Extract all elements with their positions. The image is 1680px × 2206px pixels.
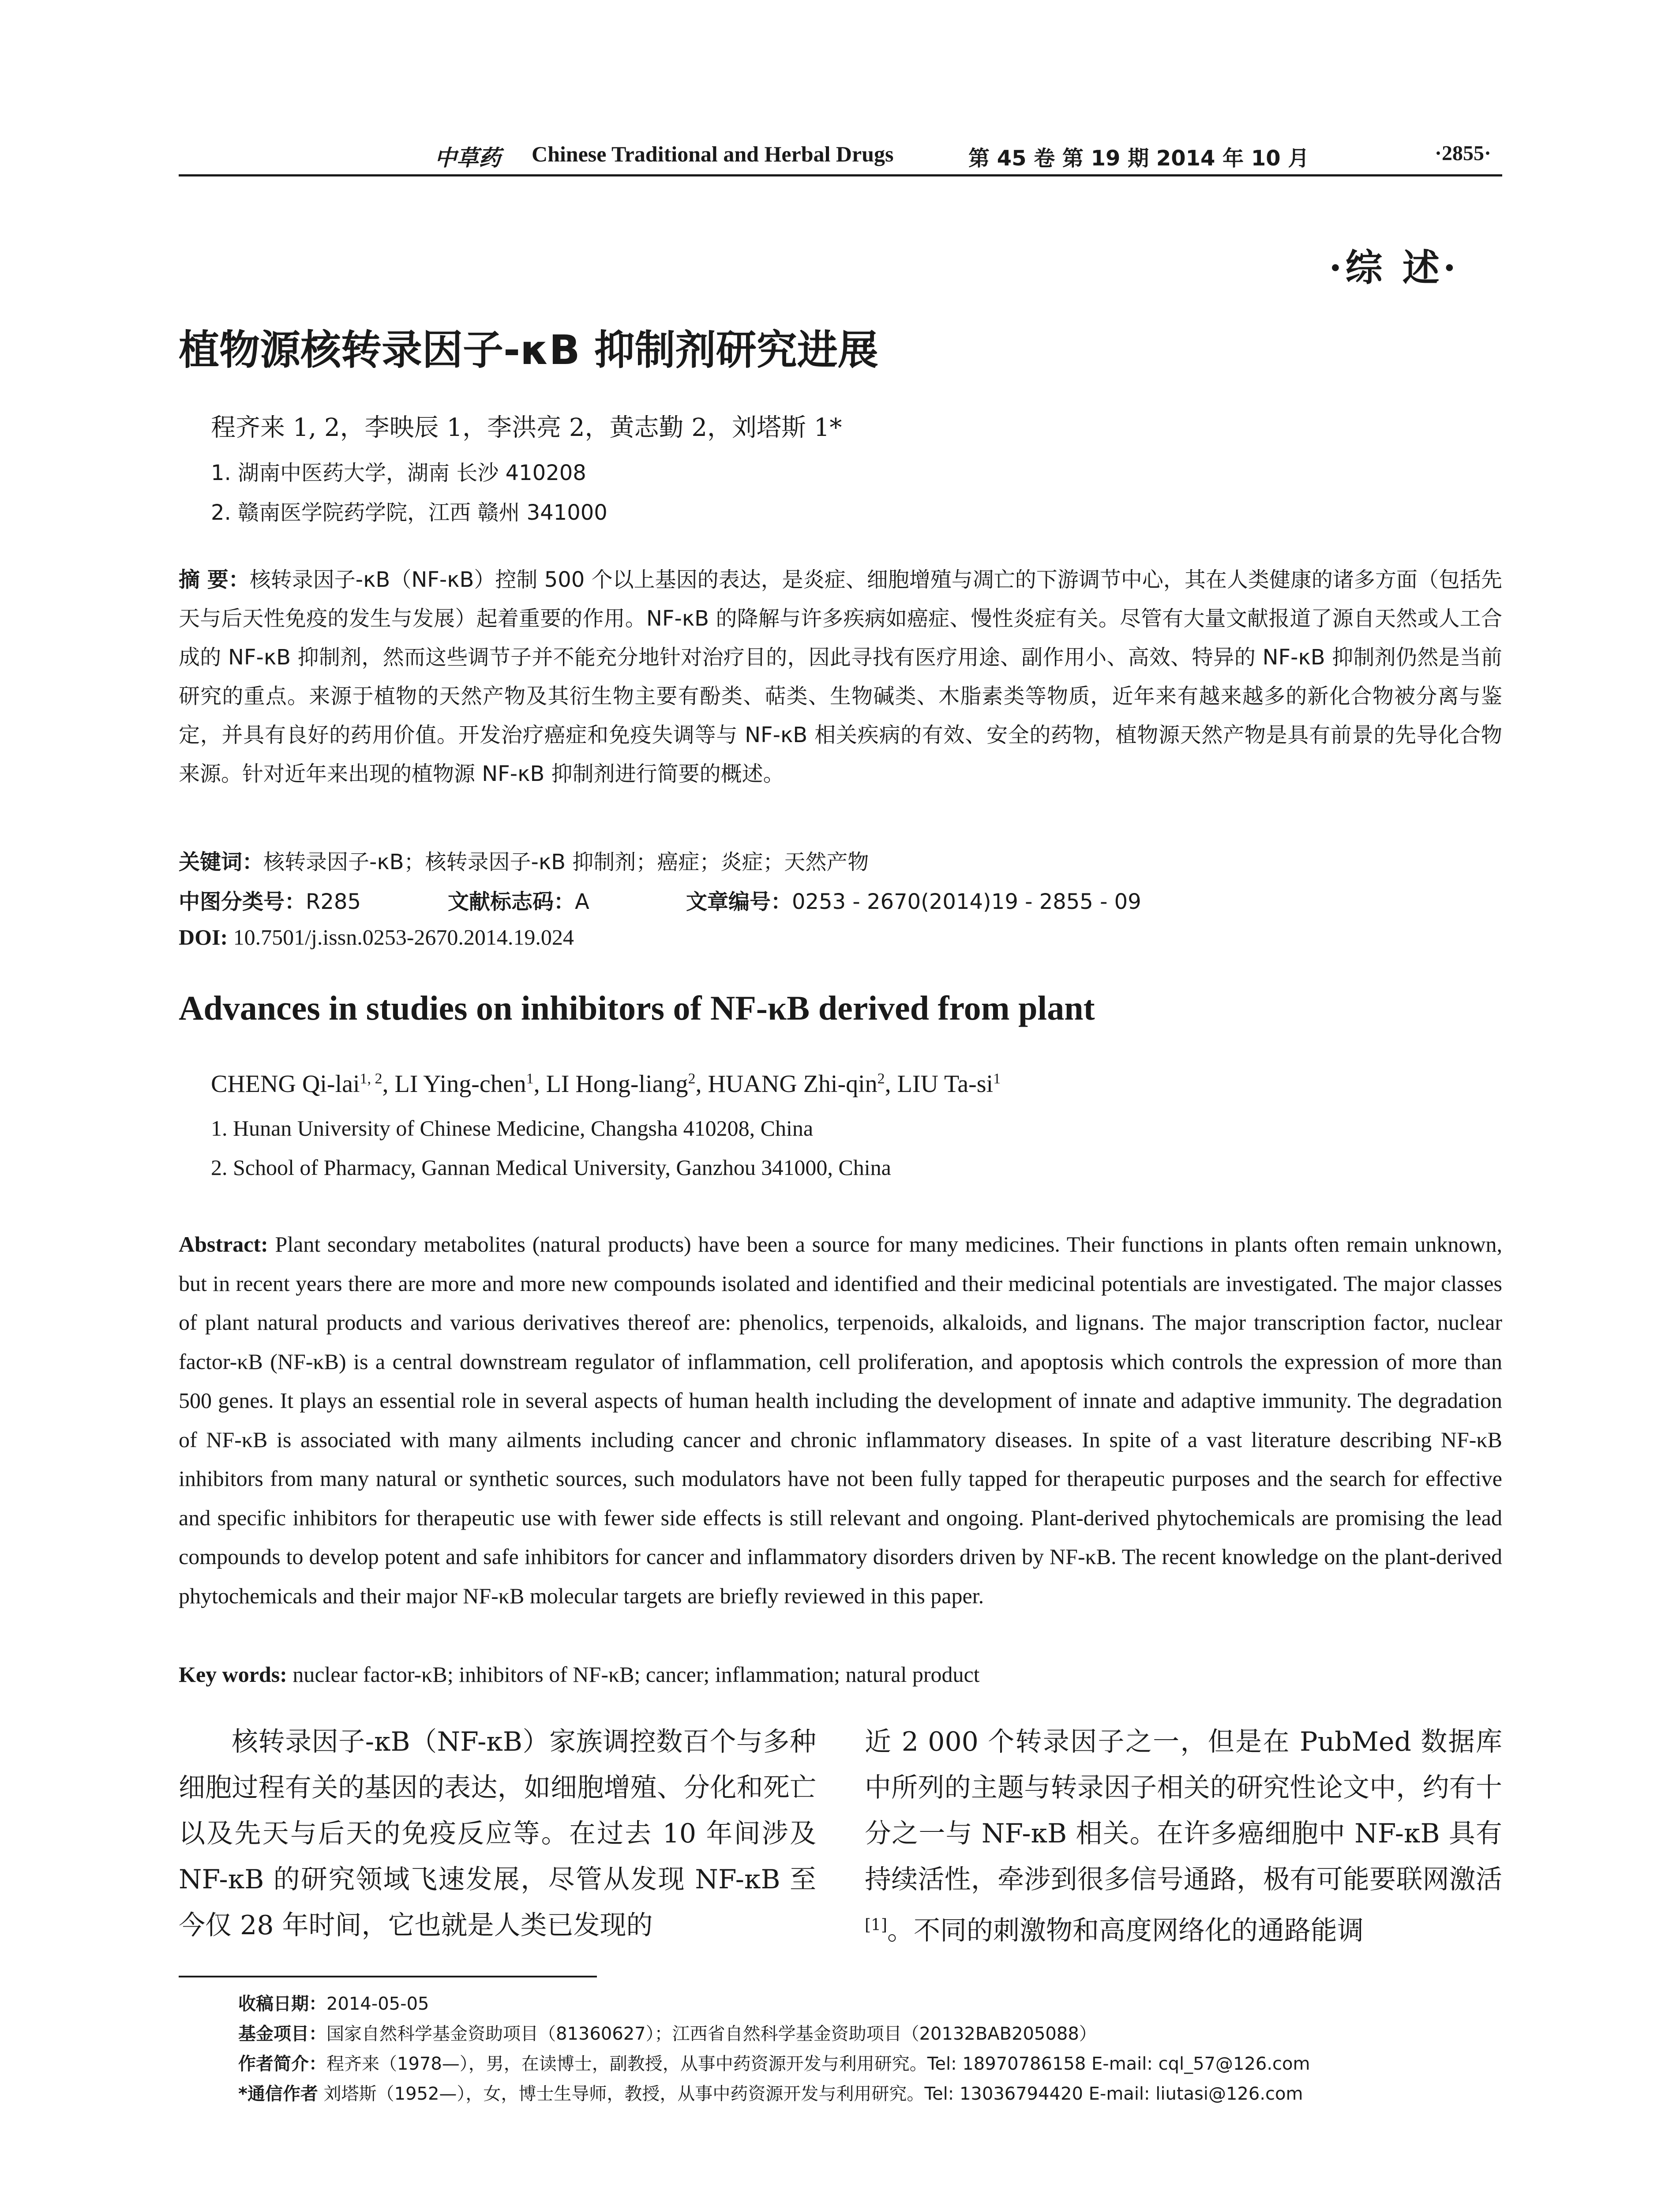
- abstract-en: [179, 1225, 1502, 1615]
- footnote-corresponding: *通信作者 刘塔斯（1952—），女，博士生导师，教授，从事中药资源开发与利用研究。Tel: 13036794420 E-mail: liutasi@126.com: [238, 2084, 1303, 2104]
- author-affil-sup: 2: [877, 1070, 885, 1087]
- page-number: ·2855·: [1434, 142, 1491, 165]
- header-rule: [179, 174, 1502, 176]
- abstract-cn-label: 摘 要：: [179, 567, 250, 592]
- authors-cn: 程齐来 1, 2，李映辰 1，李洪亮 2，黄志勤 2，刘塔斯 1*: [211, 413, 842, 442]
- author-en: LI Hong-liang: [546, 1070, 688, 1098]
- author-affil-sup: 2: [688, 1070, 696, 1087]
- body-right-text: 近 2 000 个转录因子之一，但是在 PubMed 数据库中所列的主题与转录因子相关的研究性论文中，约有十分之一与 NF-κB 相关。在许多癌细胞中 NF-κB 具有持续活性，牵涉到很多信号通路，极有可能要联网激活: [865, 1726, 1502, 1895]
- affiliation-cn-1: 1. 湖南中医药大学，湖南 长沙 410208: [211, 461, 586, 485]
- doc-code-value: A: [575, 889, 589, 914]
- author-en: CHENG Qi-lai: [211, 1070, 360, 1098]
- keywords-cn: [179, 845, 869, 875]
- article-title-en: Advances in studies on inhibitors of NF-κB derived from plant: [179, 989, 1095, 1027]
- abstract-cn-text: 核转录因子-κB（NF-κB）控制 500 个以上基因的表达，是炎症、细胞增殖与凋亡的下游调节中心，其在人类健康的诸多方面（包括先天与后天性免疫的发生与发展）起着重要的作用。NF-κB 的降解与许多疾病如癌症、慢性炎症有关。尽管有大量文献报道了源自天然或人工合成的 NF-κB 抑制剂，然而这些调节子并不能充分地针对治疗目的，因此寻找有医疗用途、副作用小、高效、特异的 NF-κB 抑制剂仍然是当前研究的重点。来源于植物的天然产物及其衍生物主要有酚类、萜类、生物碱类、木脂素类等物质，近年来有越来越多的新化合物被分离与鉴定，并具有良好的药用价值。开发治疗癌症和免疫失调等与 NF-κB 相关疾病的有效、安全的药物，植物源天然产物是具有前景的先导化合物来源。针对近年来出现的植物源 NF-κB 抑制剂进行简要的概述。: [179, 567, 1502, 786]
- author-en: HUANG Zhi-qin: [708, 1070, 878, 1098]
- doi-label: DOI:: [179, 925, 228, 949]
- classification-line: [179, 885, 1502, 915]
- journal-name-en: Chinese Traditional and Herbal Drugs: [532, 142, 894, 166]
- author-affil-sup: 1, 2: [360, 1070, 382, 1087]
- doi-value[interactable]: 10.7501/j.issn.0253-2670.2014.19.024: [233, 925, 574, 949]
- affiliation-cn-2: 2. 赣南医学院药学院，江西 赣州 341000: [211, 500, 608, 525]
- keywords-cn-label: 关键词：: [179, 850, 264, 874]
- body-column-right: [865, 1719, 1502, 1954]
- clc-label: 中图分类号：: [179, 889, 306, 914]
- article-no-label: 文章编号：: [686, 889, 792, 914]
- keywords-en-label: Key words:: [179, 1662, 287, 1687]
- author-affil-sup: 1: [993, 1070, 1001, 1087]
- section-tag: ·综 述·: [1329, 246, 1459, 289]
- article-no-value: 0253 - 2670(2014)19 - 2855 - 09: [792, 889, 1141, 914]
- keywords-en-text: nuclear factor-κB; inhibitors of NF-κB; cancer; inflammation; natural product: [292, 1662, 980, 1687]
- issue-info: 第 45 卷 第 19 期 2014 年 10 月: [968, 146, 1309, 171]
- body-column-left: 核转录因子-κB（NF-κB）家族调控数百个与多种细胞过程有关的基因的表达，如细胞增殖、分化和死亡以及先天与后天的免疫反应等。在过去 10 年间涉及 NF-κB 的研究领域飞速发展，尽管从发现 NF-κB 至今仅 28 年时间，它也就是人类已发现的: [179, 1726, 816, 1941]
- clc-value: R285: [306, 889, 361, 914]
- author-affil-sup: 1: [526, 1070, 534, 1087]
- keywords-en: [179, 1662, 980, 1687]
- footnotes: [238, 1989, 1500, 2109]
- authors-en: CHENG Qi-lai$^{1, 2}$, LI Ying-chen$^1$, LI Hong-liang$^2$, HUANG Zhi-qin$^2$, LIU $Ta-si^1$: [211, 1070, 1001, 1098]
- abstract-en-text: Plant secondary metabolites (natural products) have been a source for many medicines. Their functions in plants often remain unknown, but in recent years there are more and more new compounds isolated and identified and their medicinal potentials are investigated. The major classes of plant natural products and various derivatives thereof are: phenolics, terpenoids, alkaloids, and lignans. The major transcription factor, nuclear factor-κB (NF-κB) is a central downstream regulator of inflammation, cell proliferation, and apoptosis which controls the expression of more than 500 genes. It plays an essential role in several aspects of human health including the development of innate and adaptive immunity. The degradation of NF-κB is associated with many ailments including cancer and chronic inflammatory diseases. In spite of a vast literature describing NF-κB inhibitors from many natural or synthetic sources, such modulators have not been fully tapped for therapeutic purposes and the search for effective and specific inhibitors for therapeutic use with fewer side effects is still relevant and ongoing. Plant-derived phytochemicals are promising the lead compounds to develop potent and safe inhibitors for cancer and inflammatory disorders driven by NF-κB. The recent knowledge on the plant-derived phytochemicals and their major NF-κB molecular targets are briefly reviewed in this paper.: [179, 1232, 1502, 1608]
- footnote-funding: 基金项目：国家自然科学基金资助项目（81360627）；江西省自然科学基金资助项目（20132BAB205088）: [238, 2024, 1097, 2044]
- citation-ref[interactable]: [1]: [865, 1916, 887, 1934]
- abstract-en-label: Abstract:: [179, 1232, 268, 1257]
- doi-line: [179, 924, 574, 950]
- affiliation-en-1: 1. Hunan University of Chinese Medicine, Changsha 410208, China: [211, 1116, 814, 1141]
- running-header: [179, 140, 1502, 179]
- author-en: LIU Ta-si: [897, 1070, 994, 1098]
- footnote-received: 收稿日期：2014-05-05: [238, 1994, 429, 2014]
- footnote-author-bio: 作者简介：程齐来（1978—），男，在读博士，副教授，从事中药资源开发与利用研究。Tel: 18970786158 E-mail: cql_57@126.com: [238, 2054, 1310, 2074]
- body-right-text-cont: 。不同的刺激物和高度网络化的通路能调: [887, 1915, 1364, 1946]
- affiliation-en-2: 2. School of Pharmacy, Gannan Medical University, Ganzhou 341000, China: [211, 1155, 891, 1180]
- abstract-cn: [179, 560, 1502, 793]
- article-title-cn: 植物源核转录因子-κB 抑制剂研究进展: [179, 326, 878, 374]
- journal-name-cn: 中草药: [435, 145, 501, 171]
- footnote-rule: [179, 1976, 597, 1977]
- author-en: LI Ying-chen: [394, 1070, 526, 1098]
- keywords-cn-text: 核转录因子-κB；核转录因子-κB 抑制剂；癌症；炎症；天然产物: [263, 850, 869, 874]
- doc-code-label: 文献标志码：: [448, 889, 575, 914]
